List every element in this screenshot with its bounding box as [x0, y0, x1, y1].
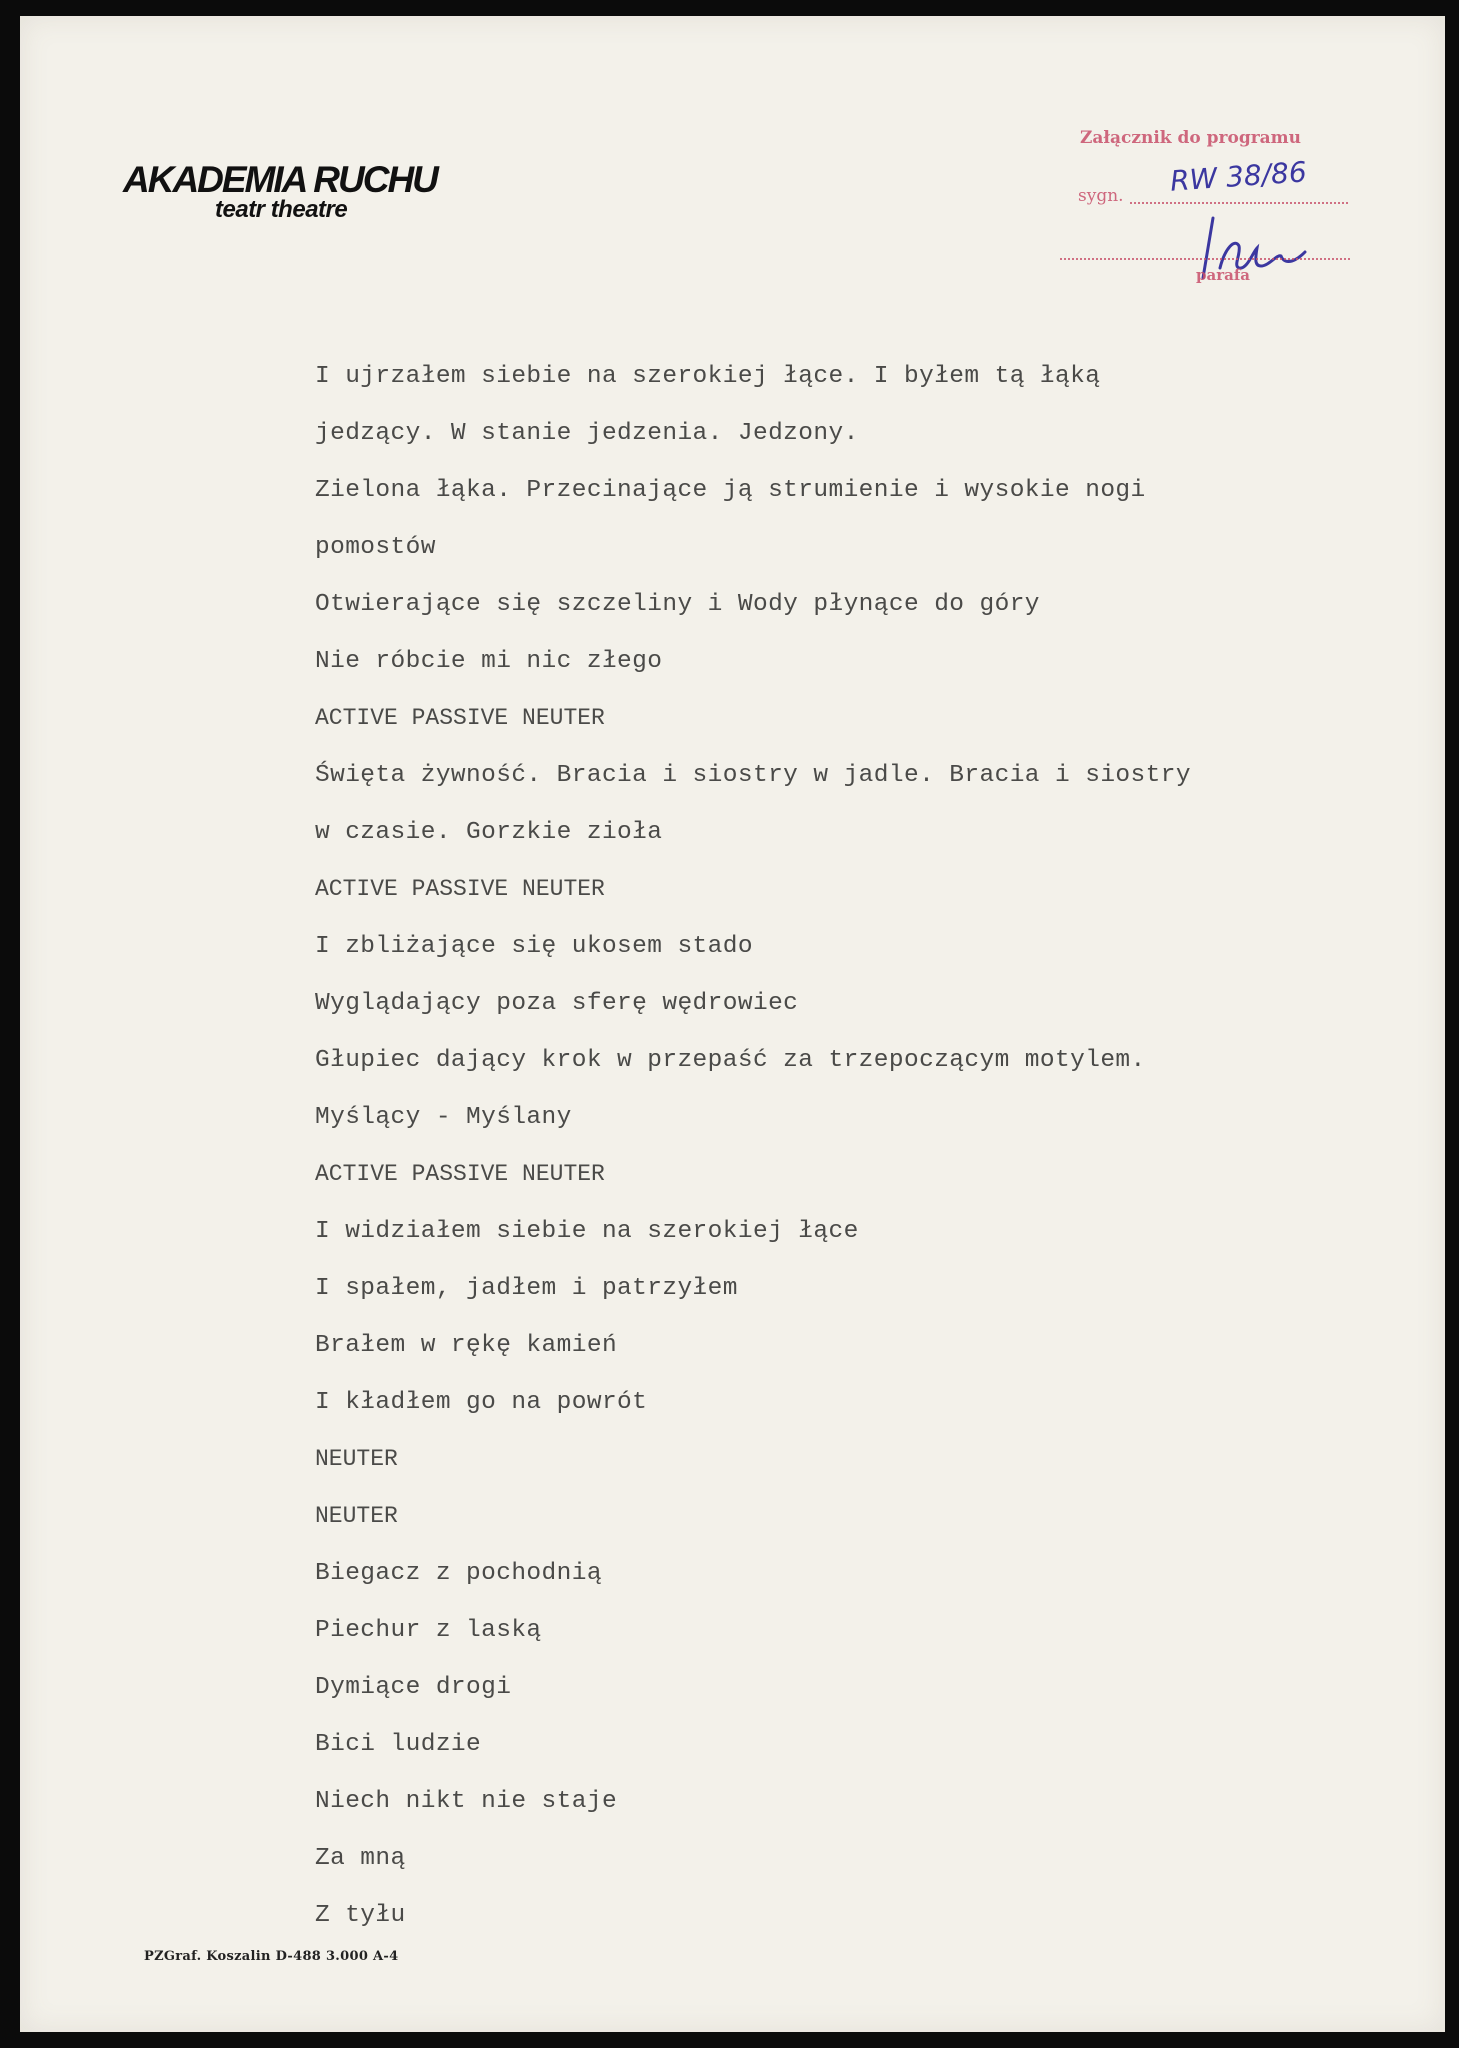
poem-line: I spałem, jadłem i patrzyłem	[315, 1275, 738, 1302]
printer-imprint: PZGraf. Koszalin D-488 3.000 A-4	[144, 1949, 399, 1964]
poem-line: I ujrzałem siebie na szerokiej łące. I byłem tą łąką	[315, 363, 1101, 390]
poem-line: Bici ludzie	[315, 1731, 482, 1758]
poem-refrain: ACTIVE PASSIVE NEUTER	[315, 876, 605, 902]
poem-line: pomostów	[315, 534, 436, 561]
poem-line: jedzący. W stanie jedzenia. Jedzony.	[315, 420, 859, 447]
poem-line: Piechur z laską	[315, 1617, 542, 1644]
poem-line: Za mną	[315, 1845, 406, 1872]
poem-line: Z tyłu	[315, 1902, 406, 1929]
poem-line: Wyglądający poza sferę wędrowiec	[315, 990, 799, 1017]
poem-line: Myślący - Myślany	[315, 1104, 572, 1131]
logo-subtitle: teatr theatre	[215, 196, 348, 223]
poem-line: Dymiące drogi	[315, 1674, 512, 1701]
poem-line: I zbliżające się ukosem stado	[315, 933, 753, 960]
poem-line: Niech nikt nie staje	[315, 1788, 618, 1815]
stamp-parafa-label: parafa	[1196, 266, 1251, 284]
poem-refrain: ACTIVE PASSIVE NEUTER	[315, 1161, 605, 1187]
poem-refrain: NEUTER	[315, 1446, 398, 1472]
poem-line: I kładłem go na powrót	[315, 1389, 648, 1416]
poem-line: Głupiec dający krok w przepaść za trzepoczącym motylem.	[315, 1047, 1146, 1074]
typed-poem	[315, 348, 1191, 1944]
document-page	[20, 16, 1445, 2032]
poem-refrain: ACTIVE PASSIVE NEUTER	[315, 705, 605, 731]
poem-line: Nie róbcie mi nic złego	[315, 648, 663, 675]
poem-line: Biegacz z pochodnią	[315, 1560, 602, 1587]
poem-line: Otwierające się szczeliny i Wody płynące do góry	[315, 591, 1040, 618]
letterhead-logo	[123, 161, 437, 224]
poem-refrain: NEUTER	[315, 1503, 398, 1529]
stamp-sygn-dotted-line	[1130, 202, 1348, 204]
stamp-sygn-label: sygn.	[1078, 186, 1124, 206]
poem-line: I widziałem siebie na szerokiej łące	[315, 1218, 859, 1245]
poem-line: Zielona łąka. Przecinające ją strumienie i wysokie nogi	[315, 477, 1146, 504]
archive-stamp	[1060, 128, 1360, 288]
handwritten-sygn: RW 38/86	[1169, 155, 1308, 198]
poem-line: Święta żywność. Bracia i siostry w jadle. Bracia i siostry	[315, 762, 1191, 789]
stamp-parafa-dotted-line	[1060, 258, 1350, 260]
logo-title: AKADEMIA RUCHU	[123, 159, 437, 200]
poem-line: Brałem w rękę kamień	[315, 1332, 618, 1359]
poem-line: w czasie. Gorzkie zioła	[315, 819, 663, 846]
stamp-title: Załącznik do programu	[1080, 128, 1302, 148]
